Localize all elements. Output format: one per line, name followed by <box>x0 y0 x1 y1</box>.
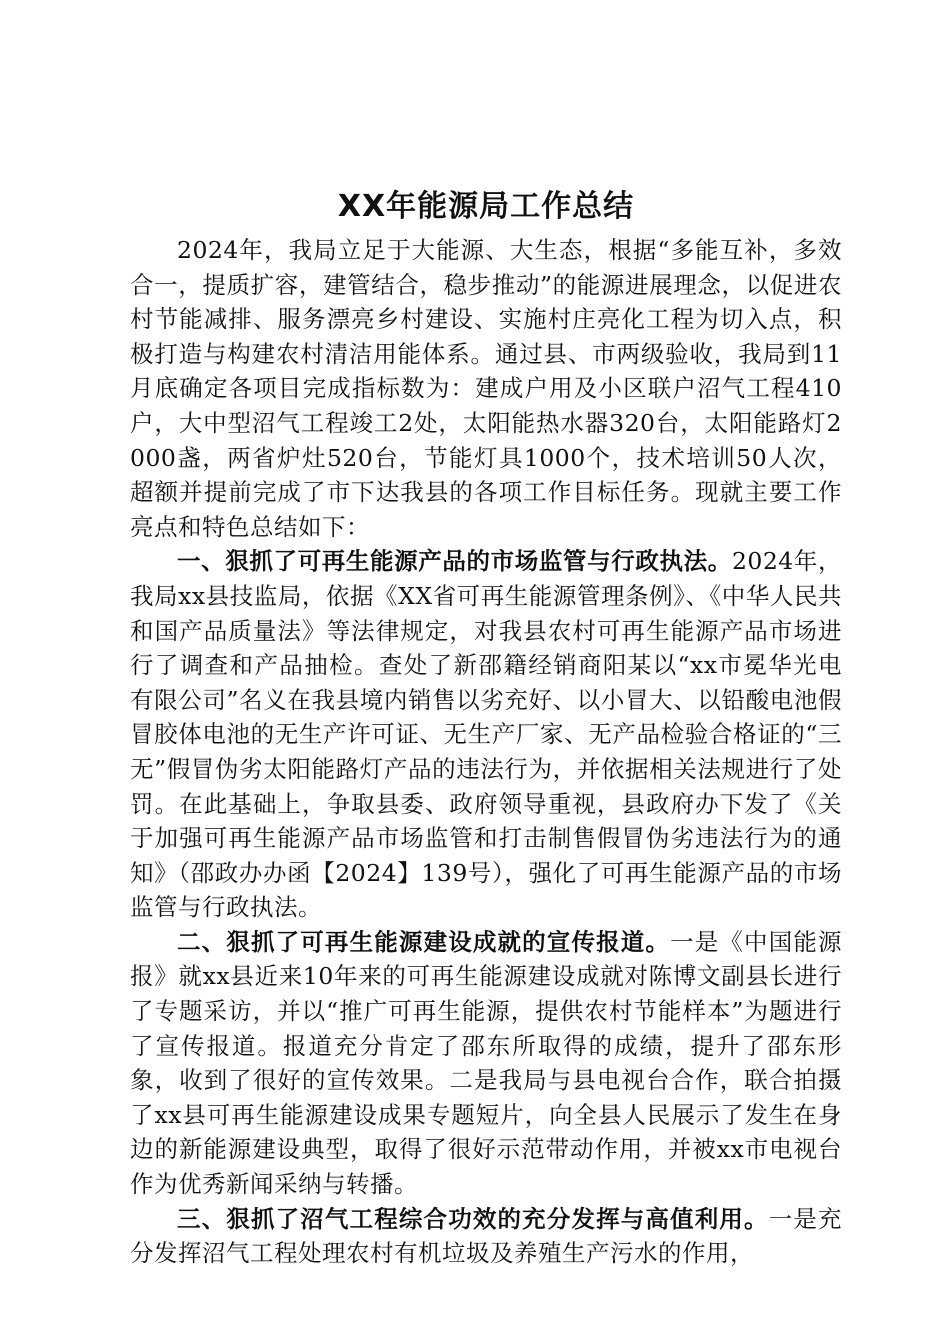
paragraph-text: 一是充分发挥沼气工程处理农村有机垃圾及养殖生产污水的作用， <box>130 1204 843 1268</box>
paragraph-section-1 <box>130 544 842 925</box>
document-page <box>130 185 842 1271</box>
paragraph-text: 2024年，我局立足于大能源、大生态，根据“多能互补，多效合一，提质扩容，建管结合，稳步推动”的能源进展理念，以促进农村节能减排、服务漂亮乡村建设、实施村庄亮化工程为切入点，积极打造与构建农村清洁用能体系。通过县、市两级验收，我局到11月底确定各项目完成指标数为：建成户用及小区联户沼气工程410户，大中型沼气工程竣工2处，太阳能热水器320台，太阳能路灯2000盏，两省炉灶520台，节能灯具1000个，技术培训50人次，超额并提前完成了市下达我县的各项工作目标任务。现就主要工作亮点和特色总结如下： <box>130 236 842 541</box>
section-heading: 二、狠抓了可再生能源建设成就的宣传报道。 <box>177 927 671 956</box>
paragraph-intro <box>130 233 842 544</box>
paragraph-section-3 <box>130 1202 842 1271</box>
paragraph-text: 2024年，我局xx县技监局，依据《XX省可再生能源管理条例》、《中华人民共和国产品质量法》等法律规定，对我县农村可再生能源产品市场进行了调查和产品抽检。查处了新邵籍经销商阳某以“xx市冕华光电有限公司”名义在我县境内销售以劣充好、以小冒大、以铅酸电池假冒胶体电池的无生产许可证、无生产厂家、无产品检验合格证的“三无”假冒伪劣太阳能路灯产品的违法行为，并依据相关法规进行了处罚。在此基础上，争取县委、政府领导重视，县政府办下发了《关于加强可再生能源产品市场监管和打击制售假冒伪劣违法行为的通知》（邵政办办函【2024】139号），强化了可再生能源产品的市场监管与行政执法。 <box>130 547 842 922</box>
paragraph-section-2 <box>130 925 842 1202</box>
document-title: XX年能源局工作总结 <box>337 189 635 224</box>
paragraph-text: 一是《中国能源报》就xx县近来10年来的可再生能源建设成就对陈博文副县长进行了专题采访，并以“推广可再生能源，提供农村节能样本”为题进行了宣传报道。报道充分肯定了邵东所取得的成绩，提升了邵东形象，收到了很好的宣传效果。二是我局与县电视台合作，联合拍摄了xx县可再生能源建设成果专题短片，向全县人民展示了发生在身边的新能源建设典型，取得了很好示范带动作用，并被xx市电视台作为优秀新闻采纳与转播。 <box>130 927 843 1199</box>
section-heading: 一、狠抓了可再生能源产品的市场监管与行政执法。 <box>177 547 732 576</box>
section-heading: 三、狠抓了沼气工程综合功效的充分发挥与高值利用。 <box>177 1204 769 1233</box>
